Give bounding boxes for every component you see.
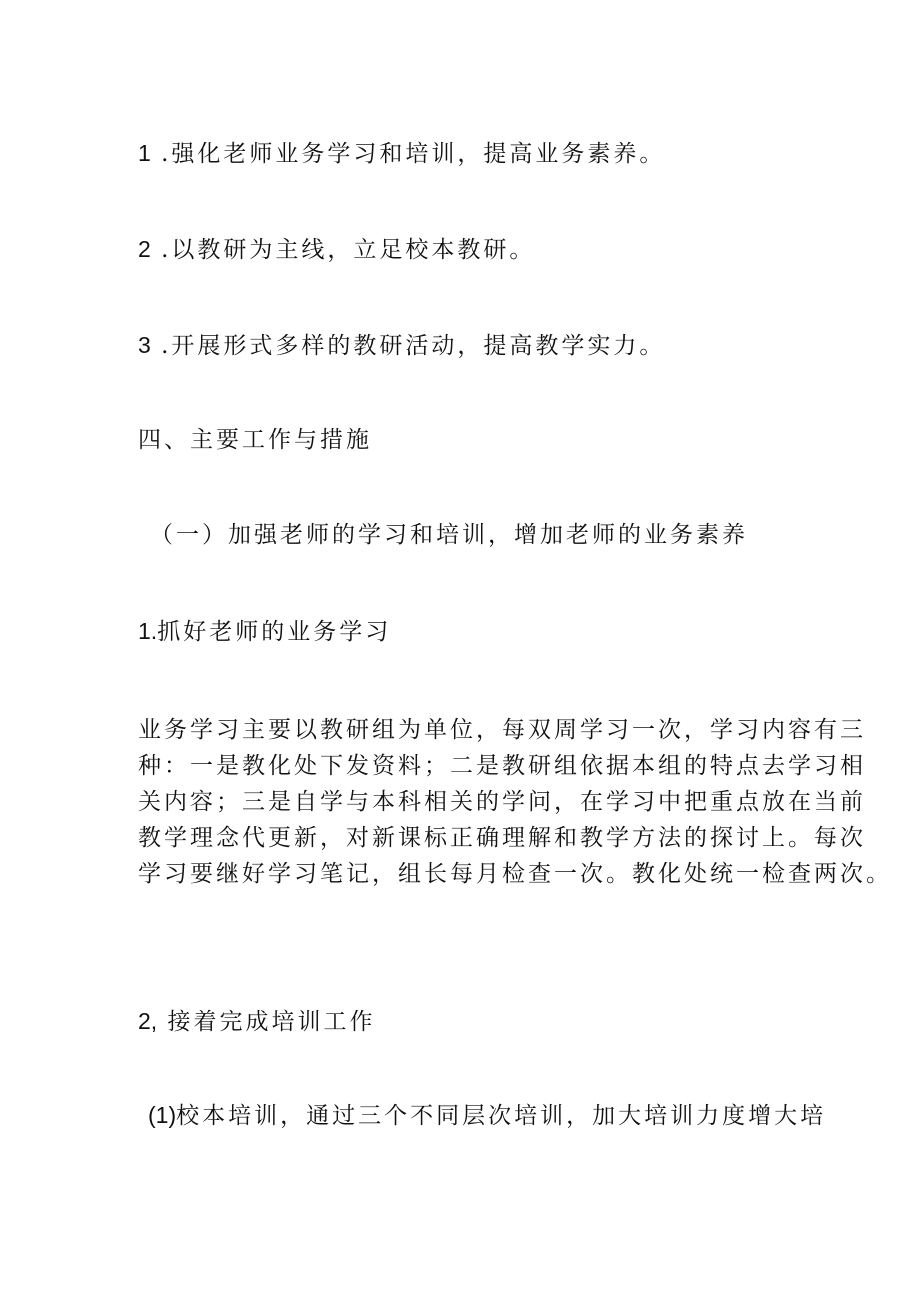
- subsection-heading: （一）加强老师的学习和培训，增加老师的业务素养: [150, 522, 748, 548]
- goal-text: .开展形式多样的教研活动，提高教学实力。: [150, 333, 666, 359]
- paragraph-line: 业务学习主要以教研组为单位，每双周学习一次，学习内容有三: [138, 717, 866, 743]
- goal-number: 2: [138, 236, 151, 262]
- goal-text: .以教研为主线，立足校本教研。: [150, 237, 536, 263]
- paragraph-line: 种：一是教化处下发资料；二是教研组依据本组的特点去学习相: [138, 753, 866, 779]
- paragraph-line: 学习要继好学习笔记，组长每月检查一次。教化处统一检查两次。: [138, 861, 892, 887]
- paragraph-line: 教学理念代更新，对新课标正确理解和教学方法的探讨上。每次: [138, 825, 866, 851]
- goal-item-3: [138, 334, 665, 358]
- body-paragraph: [138, 712, 892, 892]
- sub-item-1: [148, 1104, 826, 1128]
- goal-number: 1: [138, 140, 151, 166]
- sub-item-number: (1): [148, 1102, 177, 1128]
- goal-number: 3: [138, 332, 151, 358]
- sub-item-text: 校本培训，通过三个不同层次培训，加大培训力度增大培: [176, 1103, 827, 1129]
- item-heading-2: [138, 1010, 376, 1034]
- goal-item-2: [138, 238, 535, 262]
- goal-text: .强化老师业务学习和培训，提高业务素养。: [150, 141, 666, 167]
- item-number: 2,: [138, 1008, 158, 1034]
- goal-item-1: [138, 142, 665, 166]
- item-text: 接着完成培训工作: [157, 1009, 376, 1035]
- item-heading-1: [138, 620, 391, 644]
- item-number: 1.: [138, 618, 158, 644]
- item-text: 抓好老师的业务学习: [157, 619, 392, 645]
- paragraph-line: 关内容；三是自学与本科相关的学问，在学习中把重点放在当前: [138, 789, 866, 815]
- section-heading: 四、主要工作与措施: [138, 427, 372, 453]
